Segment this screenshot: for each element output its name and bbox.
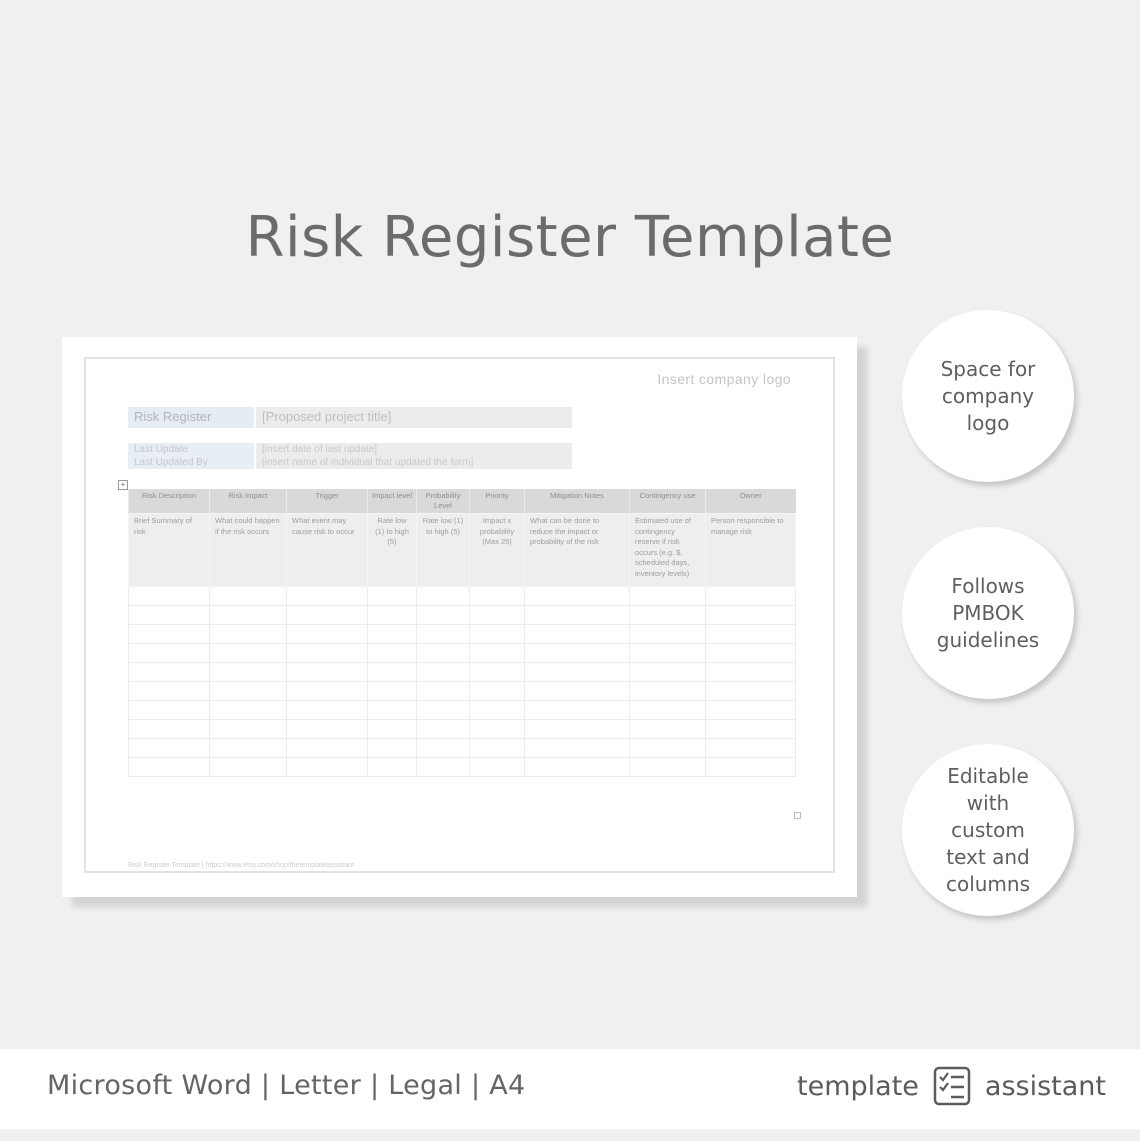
document-preview xyxy=(62,337,857,897)
table-cell[interactable] xyxy=(287,663,368,682)
table-cell[interactable] xyxy=(706,606,796,625)
table-cell[interactable] xyxy=(287,701,368,720)
table-cell[interactable] xyxy=(129,720,210,739)
table-cell[interactable] xyxy=(417,587,470,606)
table-cell[interactable] xyxy=(706,701,796,720)
table-cell[interactable]: What could happen if the risk occurs xyxy=(210,514,287,587)
table-cell[interactable] xyxy=(417,663,470,682)
table-cell[interactable] xyxy=(210,587,287,606)
table-cell[interactable] xyxy=(525,587,630,606)
table-cell[interactable] xyxy=(368,720,417,739)
table-row xyxy=(129,739,796,758)
table-cell[interactable] xyxy=(525,682,630,701)
column-header: Mitigation Notes xyxy=(525,489,630,514)
table-cell[interactable] xyxy=(129,701,210,720)
table-cell[interactable] xyxy=(417,644,470,663)
register-label: Risk Register xyxy=(128,407,254,428)
column-header: Risk Impact xyxy=(210,489,287,514)
table-cell[interactable] xyxy=(210,739,287,758)
table-resize-handle-icon[interactable] xyxy=(794,812,801,819)
feature-text: Follows PMBOK guidelines xyxy=(936,573,1040,652)
table-cell[interactable] xyxy=(287,644,368,663)
table-cell[interactable] xyxy=(287,720,368,739)
table-cell[interactable] xyxy=(287,758,368,777)
table-cell[interactable] xyxy=(129,739,210,758)
table-cell[interactable] xyxy=(287,625,368,644)
table-cell[interactable] xyxy=(129,625,210,644)
table-header-row xyxy=(129,489,796,514)
table-cell[interactable] xyxy=(417,625,470,644)
table-cell[interactable] xyxy=(368,758,417,777)
table-cell[interactable] xyxy=(210,682,287,701)
table-cell[interactable] xyxy=(630,739,706,758)
table-cell[interactable] xyxy=(470,663,525,682)
table-cell[interactable] xyxy=(525,720,630,739)
table-cell[interactable]: Person responsible to manage risk xyxy=(706,514,796,587)
table-cell[interactable]: What can be done to reduce the impact or probability of the risk xyxy=(525,514,630,587)
table-cell[interactable] xyxy=(630,720,706,739)
table-cell[interactable] xyxy=(129,663,210,682)
table-cell[interactable] xyxy=(210,663,287,682)
table-cell[interactable] xyxy=(210,701,287,720)
table-cell[interactable] xyxy=(417,682,470,701)
feature-text: Editable with custom text and columns xyxy=(945,763,1031,896)
meta-fields xyxy=(128,443,572,469)
table-row xyxy=(129,758,796,777)
table-cell[interactable] xyxy=(210,606,287,625)
table-cell[interactable] xyxy=(706,625,796,644)
table-cell[interactable] xyxy=(287,606,368,625)
table-cell[interactable] xyxy=(210,758,287,777)
feature-badge-pmbok xyxy=(902,527,1074,699)
table-cell[interactable] xyxy=(525,739,630,758)
table-cell[interactable] xyxy=(525,663,630,682)
table-cell[interactable] xyxy=(706,644,796,663)
last-update-field[interactable]: [insert date of last update] xyxy=(256,443,572,456)
document-footer: Risk Register Template | https://www.etsy.com/shop/thetemplateassistant xyxy=(128,862,355,869)
table-cell[interactable] xyxy=(129,606,210,625)
table-cell[interactable] xyxy=(368,701,417,720)
table-cell[interactable] xyxy=(525,644,630,663)
table-cell[interactable] xyxy=(706,663,796,682)
table-cell[interactable] xyxy=(630,701,706,720)
table-cell[interactable] xyxy=(630,682,706,701)
table-row xyxy=(129,701,796,720)
table-cell[interactable] xyxy=(470,587,525,606)
column-header: Probability Level xyxy=(417,489,470,514)
table-cell[interactable] xyxy=(129,587,210,606)
table-cell[interactable] xyxy=(630,644,706,663)
table-cell[interactable] xyxy=(368,625,417,644)
table-cell[interactable] xyxy=(706,720,796,739)
table-cell[interactable] xyxy=(368,682,417,701)
table-cell[interactable] xyxy=(630,758,706,777)
page-title: Risk Register Template xyxy=(245,205,895,270)
table-row xyxy=(129,644,796,663)
table-cell[interactable] xyxy=(368,644,417,663)
table-cell[interactable] xyxy=(368,606,417,625)
table-cell[interactable] xyxy=(706,587,796,606)
table-cell[interactable] xyxy=(470,720,525,739)
meta-label: Last Updated By xyxy=(128,456,254,469)
column-header: Impact level xyxy=(368,489,417,514)
table-row xyxy=(129,606,796,625)
table-cell[interactable] xyxy=(706,739,796,758)
table-row xyxy=(129,587,796,606)
meta-row-last-updated-by xyxy=(128,456,572,469)
table-cell[interactable] xyxy=(706,758,796,777)
table-cell[interactable] xyxy=(630,606,706,625)
table-cell[interactable] xyxy=(368,663,417,682)
example-row xyxy=(129,514,796,587)
table-cell[interactable]: What event may cause risk to occur xyxy=(287,514,368,587)
column-header: Trigger xyxy=(287,489,368,514)
table-cell[interactable] xyxy=(525,625,630,644)
table-cell[interactable] xyxy=(470,739,525,758)
table-row xyxy=(129,682,796,701)
table-cell[interactable] xyxy=(630,587,706,606)
column-header: Priority xyxy=(470,489,525,514)
table-cell[interactable] xyxy=(630,663,706,682)
table-cell[interactable] xyxy=(287,739,368,758)
table-cell[interactable] xyxy=(129,682,210,701)
table-cell[interactable] xyxy=(417,701,470,720)
table-row xyxy=(129,663,796,682)
brand-word-assistant: assistant xyxy=(984,1070,1106,1102)
table-cell[interactable] xyxy=(470,644,525,663)
register-title-row xyxy=(128,407,572,428)
table-cell[interactable] xyxy=(287,587,368,606)
table-row xyxy=(129,625,796,644)
meta-row-last-update xyxy=(128,443,572,456)
risk-table xyxy=(128,489,796,777)
table-cell[interactable] xyxy=(525,758,630,777)
table-cell[interactable] xyxy=(525,606,630,625)
table-cell[interactable]: Impact x probability (Max 25) xyxy=(470,514,525,587)
column-header: Risk Description xyxy=(129,489,210,514)
table-cell[interactable] xyxy=(470,625,525,644)
table-cell[interactable] xyxy=(368,587,417,606)
table-cell[interactable] xyxy=(287,682,368,701)
project-title-field[interactable]: [Proposed project title] xyxy=(256,407,572,428)
table-cell[interactable] xyxy=(470,606,525,625)
column-header: Owner xyxy=(706,489,796,514)
logo-placeholder: Insert company logo xyxy=(657,371,791,387)
table-cell[interactable] xyxy=(129,644,210,663)
table-cell[interactable] xyxy=(210,720,287,739)
table-cell[interactable] xyxy=(525,701,630,720)
table-cell[interactable] xyxy=(630,625,706,644)
table-cell[interactable] xyxy=(470,758,525,777)
meta-label: Last Update xyxy=(128,443,254,456)
table-cell[interactable] xyxy=(210,625,287,644)
table-cell[interactable] xyxy=(470,701,525,720)
table-cell[interactable]: Rate low (1) to high (5) xyxy=(417,514,470,587)
feature-badge-editable xyxy=(902,744,1074,916)
last-updated-by-field[interactable]: [insert name of individual that updated the form] xyxy=(256,456,572,469)
column-header: Contingency use xyxy=(630,489,706,514)
format-list: Microsoft Word | Letter | Legal | A4 xyxy=(47,1070,526,1101)
table-cell[interactable]: Brief Summary of risk xyxy=(129,514,210,587)
table-row xyxy=(129,720,796,739)
table-cell[interactable] xyxy=(129,758,210,777)
bottom-bar xyxy=(0,1049,1140,1129)
table-cell[interactable] xyxy=(417,758,470,777)
table-cell[interactable] xyxy=(210,644,287,663)
table-cell[interactable]: Rate low (1) to high (5) xyxy=(368,514,417,587)
table-cell[interactable] xyxy=(368,739,417,758)
table-cell[interactable] xyxy=(706,682,796,701)
table-move-handle-icon[interactable]: + xyxy=(118,480,128,490)
checklist-icon xyxy=(933,1066,971,1106)
feature-text: Space for company logo xyxy=(940,356,1036,435)
brand-logo xyxy=(797,1066,1106,1106)
brand-word-template: template xyxy=(797,1070,919,1102)
table-cell[interactable] xyxy=(417,739,470,758)
table-cell[interactable]: Estimated use of contingency reserve if risk occurs (e.g. $, scheduled days, inventory levels) xyxy=(630,514,706,587)
table-cell[interactable] xyxy=(417,720,470,739)
feature-badge-logo xyxy=(902,310,1074,482)
table-cell[interactable] xyxy=(470,682,525,701)
table-cell[interactable] xyxy=(417,606,470,625)
